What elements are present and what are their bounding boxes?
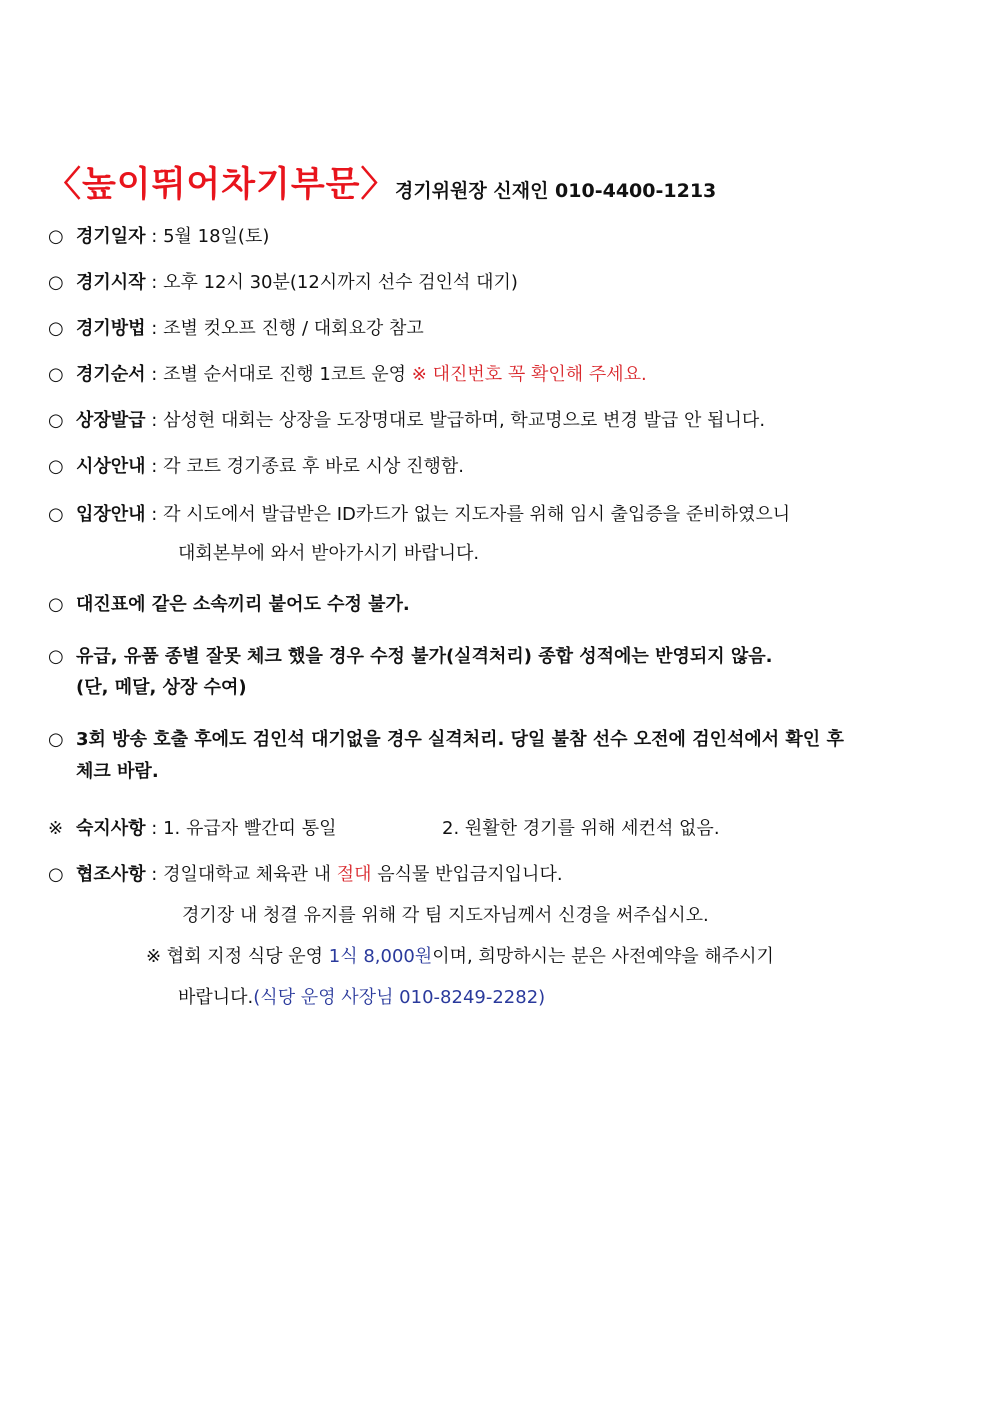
item-text: 조별 컷오프 진행 / 대회요강 참고 <box>163 318 424 339</box>
item-sep: : <box>145 272 164 293</box>
item-label: 경기시작 <box>76 272 146 293</box>
item-label: 상장발급 <box>76 410 146 431</box>
coop-restaurant-text: ※ 협회 지정 식당 운영 <box>146 946 329 967</box>
item-sep: : <box>145 226 164 247</box>
item-label: 입장안내 <box>76 504 146 525</box>
notice-category <box>48 646 773 668</box>
item-start <box>48 272 518 294</box>
circle-bullet-icon: ○ <box>48 318 64 339</box>
rules-label: 숙지사항 <box>76 818 146 839</box>
rules-row <box>48 818 337 840</box>
item-text: 각 시도에서 발급받은 ID카드가 없는 지도자를 위해 임시 출입증을 준비하였으니 <box>163 504 791 525</box>
item-sep: : <box>145 456 164 477</box>
coop-sep: : <box>145 864 164 885</box>
item-date <box>48 226 269 248</box>
coop-closing-text: 바랍니다. <box>178 987 254 1008</box>
rules-item-2: 2. 원활한 경기를 위해 세컨석 없음. <box>442 818 720 839</box>
circle-bullet-icon: ○ <box>48 729 64 750</box>
coop-restaurant-text-end: 이며, 희망하시는 분은 사전예약을 해주시기 <box>432 946 774 967</box>
circle-bullet-icon: ○ <box>48 646 64 667</box>
item-sep: : <box>145 364 164 385</box>
notice-category-continued: (단, 메달, 상장 수여) <box>76 677 247 698</box>
item-entry <box>48 504 790 526</box>
restaurant-contact: (식당 운영 사장님 010-8249-2282) <box>253 987 546 1008</box>
item-method <box>48 318 424 340</box>
notice-call-continued: 체크 바람. <box>76 761 159 782</box>
item-text: 삼성현 대회는 상장을 도장명대로 발급하며, 학교명으로 변경 발급 안 됩니다. <box>163 410 766 431</box>
item-text: 조별 순서대로 진행 1코트 운영 <box>163 364 412 385</box>
item-label: 경기방법 <box>76 318 146 339</box>
item-sep: : <box>145 410 164 431</box>
officer-contact: 경기위원장 신재인 010-4400-1213 <box>395 180 717 202</box>
item-award <box>48 410 765 432</box>
notice-call <box>48 729 844 751</box>
item-entry-continued: 대회본부에 와서 받아가시기 바랍니다. <box>178 543 480 564</box>
notice-text: 3회 방송 호출 후에도 검인석 대기없을 경우 실격처리. 당일 불참 선수 오전에 검인석에서 확인 후 <box>76 729 844 750</box>
item-label: 시상안내 <box>76 456 146 477</box>
item-order <box>48 364 647 386</box>
circle-bullet-icon: ○ <box>48 504 64 525</box>
item-label: 경기일자 <box>76 226 146 247</box>
item-sep: : <box>145 504 164 525</box>
circle-bullet-icon: ○ <box>48 864 64 885</box>
notice-text: 대진표에 같은 소속끼리 붙어도 수정 불가. <box>76 594 410 615</box>
coop-label: 협조사항 <box>76 864 146 885</box>
coop-text: 경일대학교 체육관 내 <box>163 864 337 885</box>
meal-price: 1식 8,000원 <box>328 946 433 967</box>
item-ceremony <box>48 456 464 478</box>
circle-bullet-icon: ○ <box>48 594 64 615</box>
coop-cleanliness: 경기장 내 청결 유지를 위해 각 팀 지도자님께서 신경을 써주십시오. <box>182 905 709 926</box>
circle-bullet-icon: ○ <box>48 456 64 477</box>
bracket-check-note: ※ 대진번호 꼭 확인해 주세요. <box>411 364 647 385</box>
item-sep: : <box>145 318 164 339</box>
section-title: 〈높이뛰어차기부문〉 <box>46 165 397 205</box>
coop-text-end: 음식물 반입금지입니다. <box>371 864 563 885</box>
coop-row <box>48 864 563 886</box>
item-text: 5월 18일(토) <box>163 226 270 247</box>
circle-bullet-icon: ○ <box>48 364 64 385</box>
item-text: 오후 12시 30분(12시까지 선수 검인석 대기) <box>163 272 518 293</box>
circle-bullet-icon: ○ <box>48 272 64 293</box>
notice-bracket <box>48 594 410 616</box>
circle-bullet-icon: ○ <box>48 226 64 247</box>
rules-item-1: 1. 유급자 빨간띠 통일 <box>163 818 337 839</box>
notice-text: 유급, 유품 종별 잘못 체크 했을 경우 수정 불가(실격처리) 종합 성적에는 반영되지 않음. <box>76 646 773 667</box>
item-label: 경기순서 <box>76 364 146 385</box>
reference-mark-icon: ※ <box>48 818 64 839</box>
coop-emphasis: 절대 <box>336 864 372 885</box>
circle-bullet-icon: ○ <box>48 410 64 431</box>
rules-sep: : <box>145 818 164 839</box>
coop-restaurant <box>146 946 774 968</box>
item-text: 각 코트 경기종료 후 바로 시상 진행함. <box>163 456 464 477</box>
coop-restaurant-contact <box>178 987 545 1009</box>
